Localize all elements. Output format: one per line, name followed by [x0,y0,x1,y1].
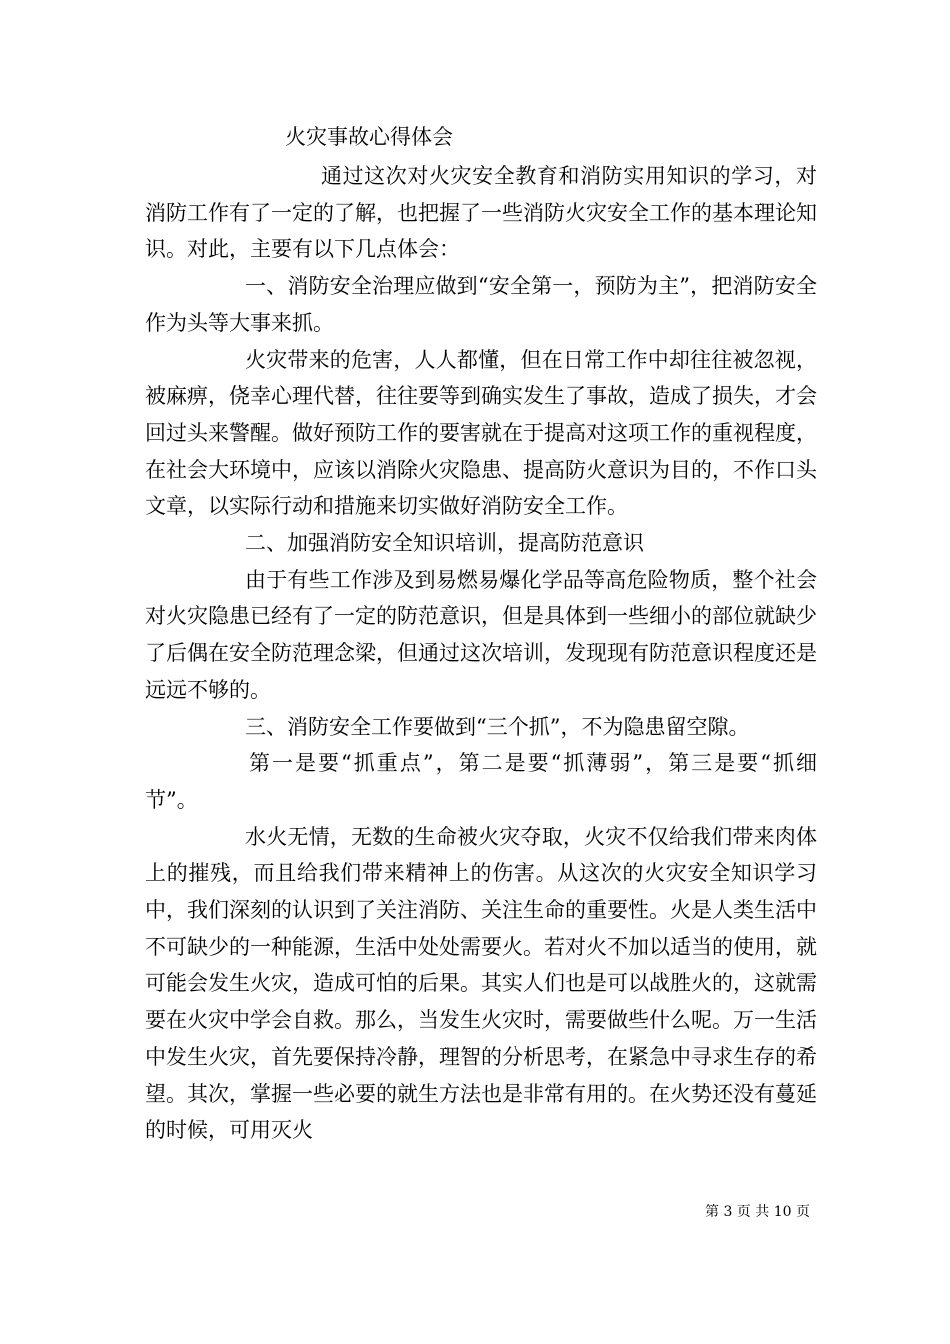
document-body [145,116,817,1149]
paragraph-point-one: 一、消防安全治理应做到“安全第一，预防为主”，把消防安全作为头等大事来抓。 [145,274,817,335]
paragraph-hazards: 火灾带来的危害，人人都懂，但在日常工作中却往往被忽视，被麻痹，侥幸心理代替，往往要等到确实发生了事故，造成了损失，才会回过头来警醒。做好预防工作的要害就在于提高对这项工作的重视程度，在社会大环境中，应该以消除火灾隐患、提高防火意识为目的，不作口头文章，以实际行动和措施来切实做好消防安全工作。 [145,347,817,519]
paragraph-intro: 通过这次对火灾安全教育和消防实用知识的学习，对消防工作有了一定的了解，也把握了一些消防火灾安全工作的基本理论知识。对此，主要有以下几点体会： [145,164,817,262]
paragraph-fire-safety: 水火无情，无数的生命被火灾夺取，火灾不仅给我们带来肉体上的摧残，而且给我们带来精神上的伤害。从这次的火灾安全知识学习中，我们深刻的认识到了关注消防、关注生命的重要性。火是人类生活中不可缺少的一种能源，生活中处处需要火。若对火不加以适当的使用，就可能会发生火灾，造成可怕的后果。其实人们也是可以战胜火的，这就需要在火灾中学会自救。那么，当发生火灾时，需要做些什么呢。万一生活中发生火灾，首先要保持冷静，理智的分析思考，在紧急中寻求生存的希望。其次，掌握一些必要的就生方法也是非常有用的。在火势还没有蔓延的时候，可用灭火 [145,824,817,1143]
paragraph-point-three: 三、消防安全工作要做到“三个抓”，不为隐患留空隙。 [245,714,750,739]
paragraph-training: 由于有些工作涉及到易燃易爆化学品等高危险物质，整个社会对火灾隐患已经有了一定的防范意识，但是具体到一些细小的部位就缺少了后偶在安全防范理念梁，但通过这次培训，发现现有防范意识程度还是远远不够的。 [145,567,817,702]
paragraph-point-two: 二、加强消防安全知识培训，提高防范意识 [245,531,644,556]
page-number: 第 3 页 共 10 页 [705,1204,810,1220]
document-title: 火灾事故心得体会 [285,125,453,149]
paragraph-three-items: 第一是要“抓重点”，第二是要“抓薄弱”，第三是要“抓细节”。 [145,751,817,812]
